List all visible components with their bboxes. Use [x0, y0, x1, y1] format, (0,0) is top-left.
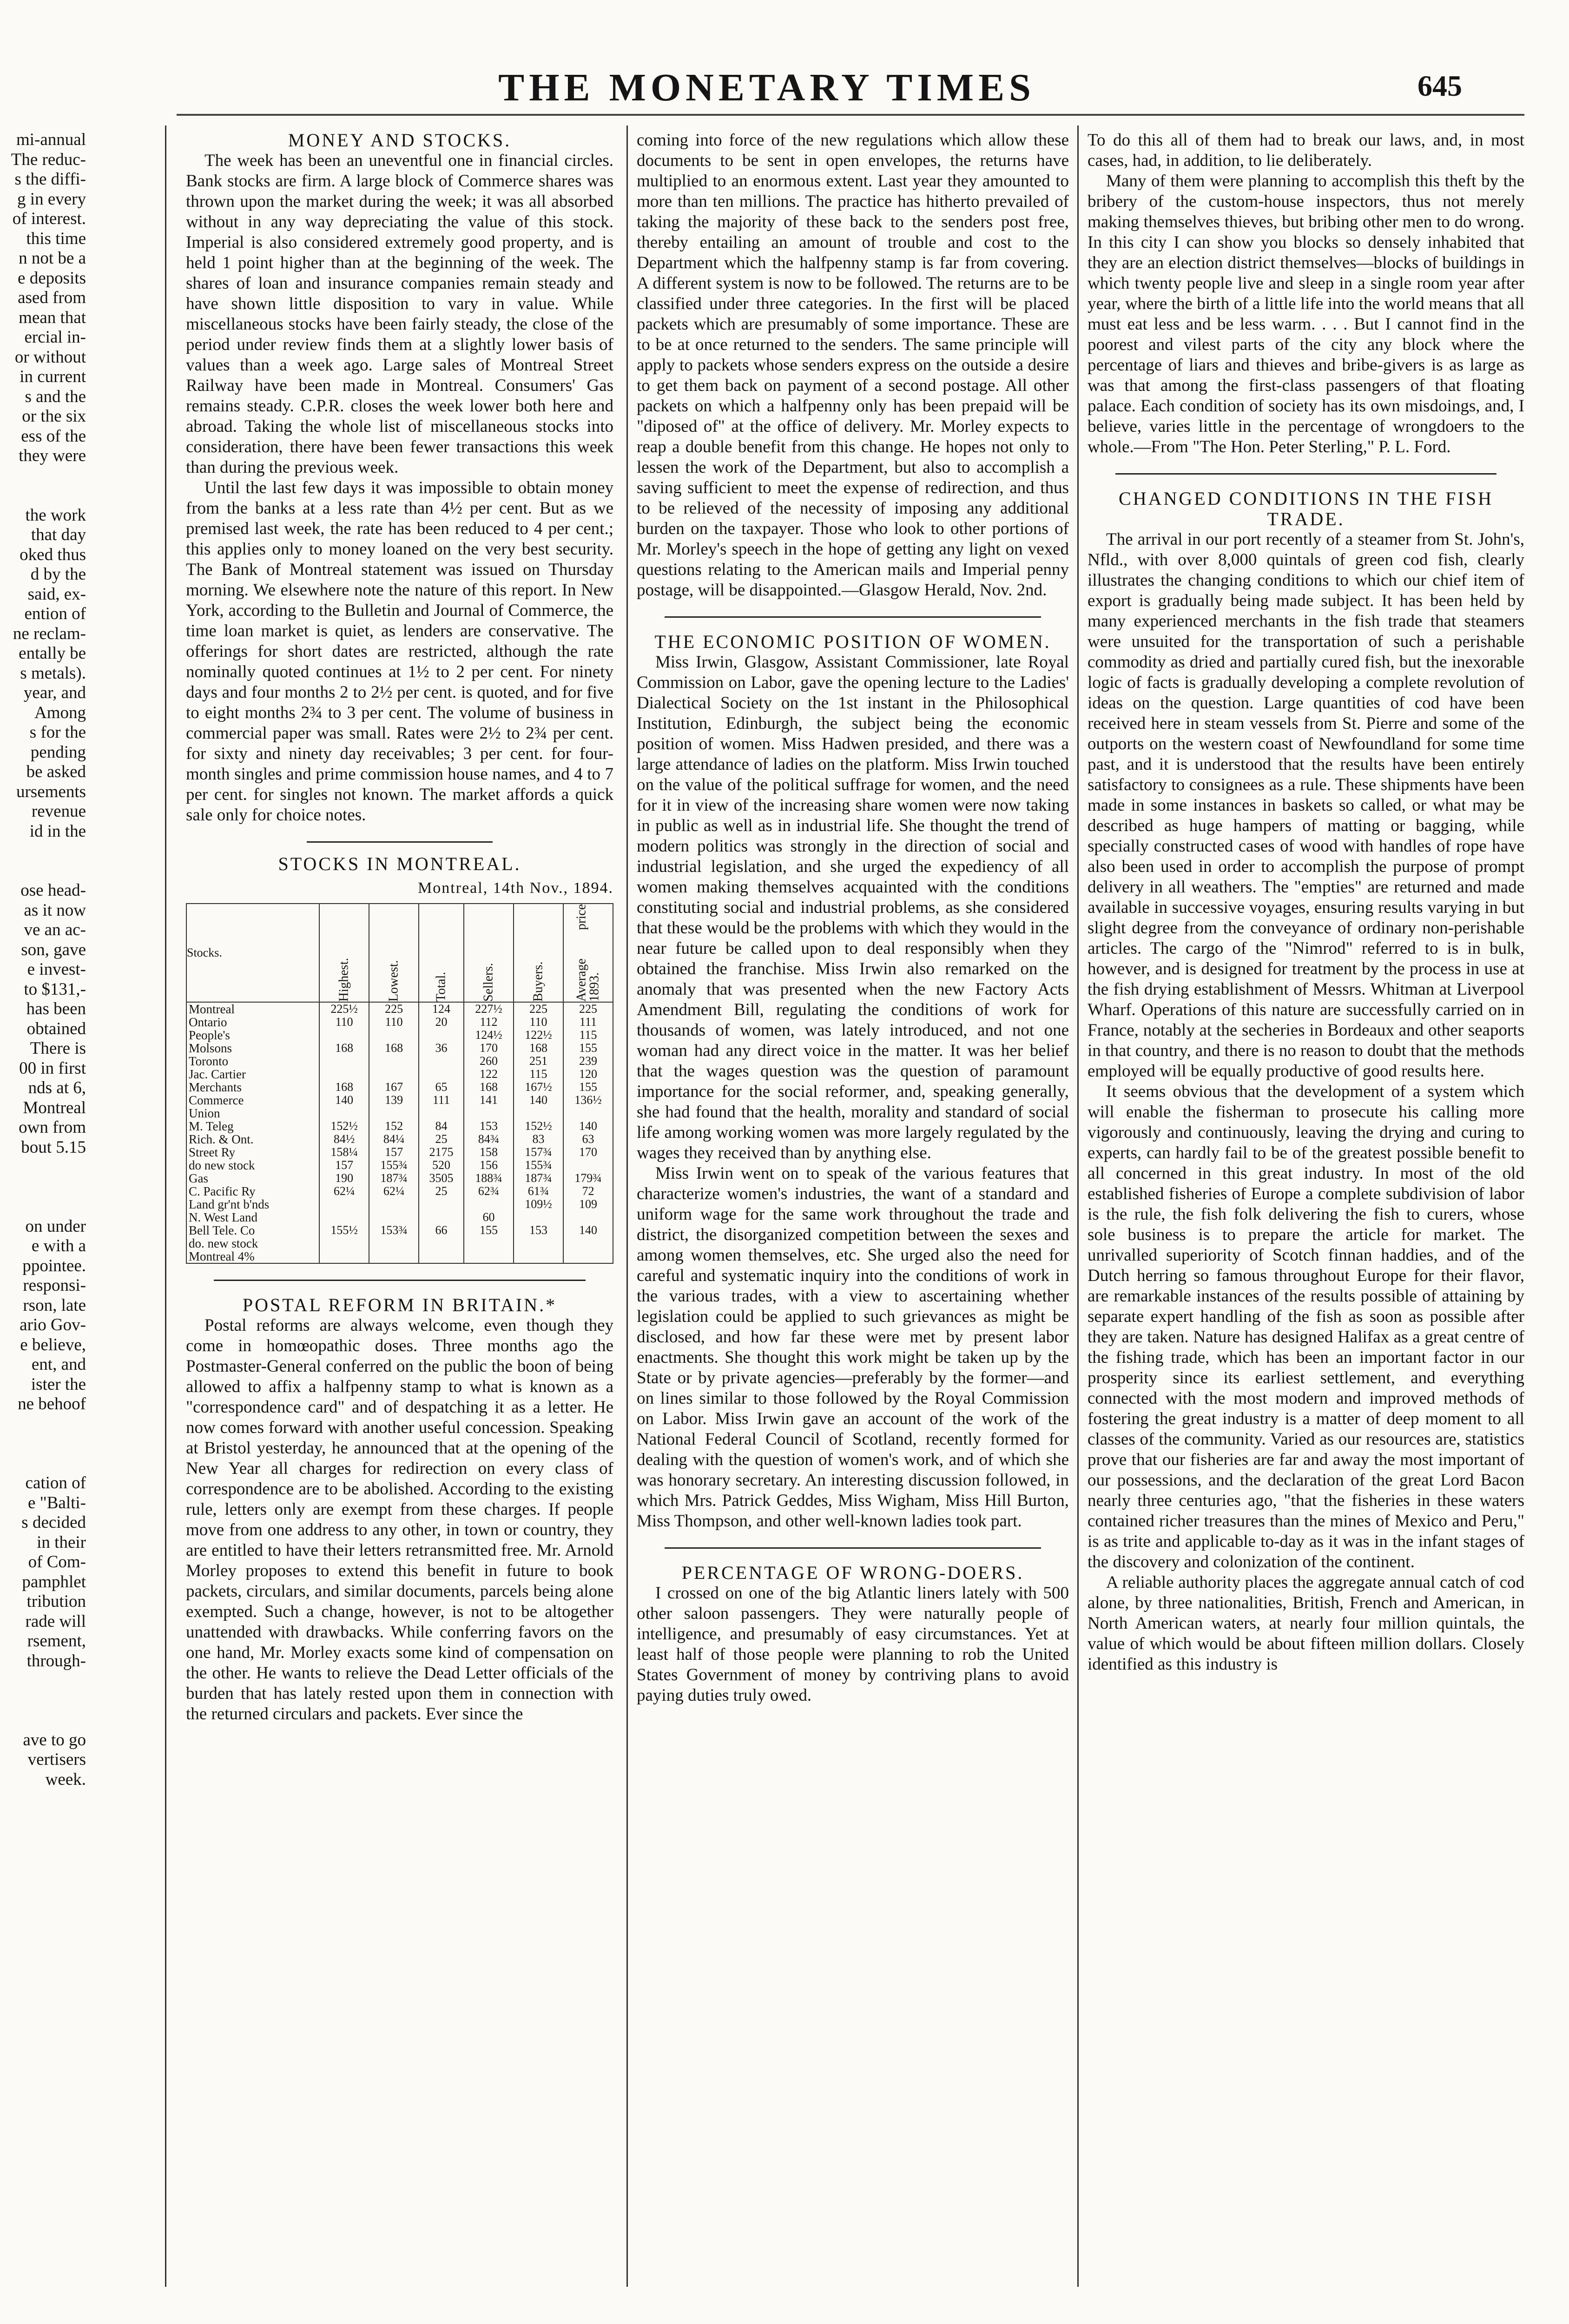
stock-value [319, 1068, 369, 1081]
margin-fragment [0, 486, 86, 506]
margin-fragment: rsement, [27, 1631, 86, 1651]
stock-value: 124½ [464, 1029, 514, 1042]
margin-fragment: entally be [19, 644, 86, 663]
money-paragraph-2: Until the last few days it was impossible to obtain money from the banks at a less rate than 4½ per cent. But as we premised last week, the rate has been reduced to 4 per cent.; this applies only to money loaned on the very best security. The Bank of Montreal statement was issued on Thursday morning. We elsewhere note the nature of this report. In New York, according to the Bulletin and Journal of Commerce, the time loan market is quiet, as lenders are conservative. The offerings for short dates are restricted, although the rate nominally quoted continues at 1½ to 2 per cent. For ninety days and four months 2 to 2½ per cent. is quoted, and for five to eight months 2¾ to 3 per cent. The volume of business in commercial paper was small. Rates were 2½ to 2¾ per cent. for sixty and ninety day receivables; 3 per cent. for four-month singles and prime commission house names, and 4 to 7 per cent. for singles not known. The market affords a quick sale only for choice notes. [186, 478, 613, 825]
margin-fragment: son, gave [21, 940, 86, 959]
margin-fragment [0, 466, 86, 486]
margin-fragment: or without [14, 347, 86, 367]
margin-fragment: own from [19, 1118, 86, 1137]
margin-fragment: obtained [26, 1019, 86, 1038]
stocks-column-header: Total. [419, 904, 464, 1002]
margin-fragment: responsi- [23, 1276, 86, 1295]
stock-value: 84¾ [464, 1133, 514, 1146]
margin-fragment: they were [19, 446, 86, 465]
stocks-row [186, 1250, 613, 1263]
section-rule [665, 1547, 1041, 1549]
stocks-row [186, 1029, 613, 1042]
margin-fragment [0, 1177, 86, 1197]
stock-value: 168 [319, 1081, 369, 1094]
margin-fragment: s for the [29, 723, 86, 742]
stock-value: 168 [369, 1042, 419, 1055]
column-3 [1088, 130, 1524, 1675]
stock-name: M. Teleg [186, 1120, 319, 1133]
margin-fragment: s the diffi- [14, 170, 86, 189]
margin-fragment: mean that [19, 308, 86, 327]
margin-fragment: of interest. [12, 209, 86, 228]
margin-fragment: ario Gov- [20, 1315, 86, 1334]
stock-value [514, 1107, 563, 1120]
margin-fragment [0, 1157, 86, 1177]
masthead-rule [177, 114, 1524, 116]
margin-fragment: e believe, [20, 1335, 86, 1354]
stock-value [319, 1237, 369, 1250]
stock-value: 155¾ [514, 1159, 563, 1172]
stock-value: 25 [419, 1185, 464, 1198]
margin-fragment: in current [20, 367, 86, 386]
stocks-row [186, 1055, 613, 1068]
stock-value: 139 [369, 1094, 419, 1107]
stock-value: 153 [464, 1120, 514, 1133]
stock-value: 153 [514, 1224, 563, 1237]
stocks-table [186, 903, 613, 1264]
stock-value: 140 [563, 1120, 613, 1133]
stock-value: 122 [464, 1068, 514, 1081]
stock-value [369, 1068, 419, 1081]
stock-value: 260 [464, 1055, 514, 1068]
stocks-row [186, 1002, 613, 1016]
postal-reform-heading: POSTAL REFORM IN BRITAIN.* [242, 1294, 557, 1315]
stock-value [464, 1250, 514, 1263]
stock-value: 140 [514, 1094, 563, 1107]
stocks-row [186, 1068, 613, 1081]
stock-value: 157¾ [514, 1146, 563, 1159]
margin-fragment: nds at 6, [28, 1078, 86, 1097]
stock-value: 167½ [514, 1081, 563, 1094]
margin-fragment: s metals). [20, 663, 86, 683]
stock-name: Montreal 4% [186, 1250, 319, 1263]
stocks-row [186, 1185, 613, 1198]
economic-position-heading: THE ECONOMIC POSITION OF WOMEN. [654, 631, 1051, 652]
column-rule-left [165, 125, 166, 2287]
margin-fragment: ister the [31, 1374, 86, 1394]
margin-fragment: in their [37, 1532, 86, 1552]
column-rule-middle [626, 125, 628, 2287]
stock-value: 170 [464, 1042, 514, 1055]
stock-value [369, 1055, 419, 1068]
stock-value [369, 1250, 419, 1263]
stock-value: 25 [419, 1133, 464, 1146]
margin-fragment: pamphlet [22, 1572, 86, 1591]
stocks-row [186, 1016, 613, 1029]
stock-value: 152½ [514, 1120, 563, 1133]
stock-name: Jac. Cartier [186, 1068, 319, 1081]
stock-value: 3505 [419, 1172, 464, 1185]
margin-fragment [0, 1197, 86, 1217]
page-number: 645 [1417, 69, 1462, 102]
stock-value: 170 [563, 1146, 613, 1159]
margin-fragment: e "Balti- [27, 1493, 86, 1512]
stocks-row [186, 1198, 613, 1211]
stock-value [319, 1107, 369, 1120]
margin-fragment: g in every [17, 189, 86, 209]
margin-fragment: rade will [25, 1611, 86, 1631]
women-paragraph-2: Miss Irwin went on to speak of the various features that characterize women's industries, the want of a standard and uniform wage for the same work throughout the trade and district, the disorganized competition between the sexes and among women themselves, etc. She urged also the need for careful and systematic inquiry into the conditions of work in the various trades, with a view to ascertaining whether legislation could be applied to such grievances as might be disclosed, and how far these were met by present labor enactments. She thought this work might be taken up by the State or by private agencies—preferably by the former—and on lines similar to those followed by the Royal Commission on Labor. Miss Irwin gave an account of the work of the National Federal Council of Scotland, recently formed for dealing with the question of women's work, and of which she was honorary secretary. An interesting discussion followed, in which Mrs. Patrick Geddes, Miss Wigham, Miss Hill Burton, Miss Thompson, and other well-known ladies took part. [637, 1164, 1069, 1531]
stocks-row [186, 1237, 613, 1250]
previous-page-margin-fragments [0, 130, 86, 1789]
stock-name: Street Ry [186, 1146, 319, 1159]
stock-value: 111 [419, 1094, 464, 1107]
margin-fragment: ursements [16, 782, 86, 801]
margin-fragment: ne reclam- [13, 624, 86, 643]
stock-value [563, 1159, 613, 1172]
stock-value: 168 [514, 1042, 563, 1055]
fish-paragraph-2: It seems obvious that the development of a system which will enable the fisherman to prosecute his calling more vigorously and continuously, leaving the drying and curing to experts, can hardly fail to be of the greatest possible benefit to all concerned in this great industry. In most of the old established fisheries of Europe a complete subdivision of labor is the rule, the fish folk delivering the fish to curers, whose sole business is to prepare the article for market. The unrivalled superiority of Scotch finnan haddies, and of the Dutch herring so famous throughout Europe for their flavor, are remarkable instances of the results possible of attaining by separate expert handling of the fish as soon as possible after they are taken. Nature has designed Halifax as a great centre of the fishing trade, which has been an important factor in our prosperity since its earliest settlement, and everything connected with the most modern and improved methods of fostering the great industry is a matter of deep moment to all classes of the community. Varied as our resources are, statistics prove that our fisheries are far and away the most important of our possessions, and the declaration of the great Lord Bacon nearly three centuries ago, "that the fisheries in these waters contained richer treasures than the mines of Mexico and Peru," is as trite and applicable to-day as it was in the infant stages of the discovery and colonization of the continent. [1088, 1082, 1524, 1571]
stock-value: 120 [563, 1068, 613, 1081]
margin-fragment: e with a [31, 1236, 86, 1255]
margin-fragment [0, 841, 86, 861]
margin-fragment: ppointee. [22, 1256, 86, 1275]
stock-value: 112 [464, 1016, 514, 1029]
margin-fragment: id in the [29, 821, 86, 841]
stock-name: C. Pacific Ry [186, 1185, 319, 1198]
stock-value [419, 1198, 464, 1211]
margin-fragment: There is [30, 1039, 86, 1058]
stock-value [369, 1198, 419, 1211]
stocks-row [186, 1211, 613, 1224]
fish-trade-heading: CHANGED CONDITIONS IN THE FISH TRADE. [1119, 488, 1493, 529]
margin-fragment: ased from [18, 288, 86, 307]
stock-value [419, 1055, 464, 1068]
margin-fragment [0, 1710, 86, 1730]
stock-name: Land gr'nt b'nds [186, 1198, 319, 1211]
stock-value: 168 [464, 1081, 514, 1094]
margin-fragment: or the six [22, 407, 86, 426]
stock-value: 66 [419, 1224, 464, 1237]
stock-value: 140 [319, 1094, 369, 1107]
margin-fragment: ention of [24, 604, 86, 623]
stock-value: 190 [319, 1172, 369, 1185]
stock-value: 62¾ [464, 1185, 514, 1198]
wrong-doers-paragraph-3: Many of them were planning to accomplish this theft by the bribery of the custom-house inspectors, thus not merely making themselves thieves, but bribing other men to do wrong. In this city I can show you blocks so densely inhabited that they are an election district themselves—blocks of buildings in which twenty people live and sleep in a single room year after year, where the birth of a little life into the world means that all must eat less and be less warm. . . . But I cannot find in the poorest and vilest parts of the city any block where the percentage of liars and thieves and bribe-givers is as large as was that among the first-class passengers of that floating palace. Each condition of society has its own misdoings, and, I believe, varies little in the percentage of wrongdoers to the whole.—From "The Hon. Peter Sterling," P. L. Ford. [1088, 172, 1524, 456]
stock-value: 152½ [319, 1120, 369, 1133]
money-and-stocks-heading: MONEY AND STOCKS. [288, 130, 512, 151]
stock-value: 20 [419, 1016, 464, 1029]
stock-value: 62¼ [369, 1185, 419, 1198]
margin-fragment: s and the [25, 387, 86, 406]
margin-fragment: that day [31, 525, 86, 544]
stock-name: Montreal [186, 1002, 319, 1016]
margin-fragment: on under [25, 1216, 86, 1236]
margin-fragment [0, 861, 86, 881]
stock-value [419, 1237, 464, 1250]
stock-value [369, 1237, 419, 1250]
stock-value: 152 [369, 1120, 419, 1133]
section-rule [1115, 473, 1496, 475]
wrong-doers-paragraph-2: To do this all of them had to break our laws, and, in most cases, had, in addition, to lie deliberately. [1088, 131, 1524, 170]
stock-value [464, 1107, 514, 1120]
stock-value: 251 [514, 1055, 563, 1068]
stock-value: 110 [369, 1016, 419, 1029]
margin-fragment: rson, late [23, 1295, 86, 1315]
fish-paragraph-3: A reliable authority places the aggregate annual catch of cod alone, by three nationalities, British, French and American, in North American waters, at nearly four million quintals, the value of which would be about fifteen million dollars. Closely identified as this industry is [1088, 1573, 1524, 1674]
stocks-dateline: Montreal, 14th Nov., 1894. [418, 879, 613, 897]
stocks-row [186, 1133, 613, 1146]
margin-fragment: through- [26, 1651, 86, 1670]
margin-fragment: ose head- [20, 881, 86, 900]
margin-fragment: ess of the [21, 426, 86, 446]
stock-value [319, 1211, 369, 1224]
stock-value: 188¾ [464, 1172, 514, 1185]
stocks-row [186, 1107, 613, 1120]
stock-value: 179¾ [563, 1172, 613, 1185]
stock-value: 141 [464, 1094, 514, 1107]
stock-value: 153¾ [369, 1224, 419, 1237]
stock-value: 60 [464, 1211, 514, 1224]
stock-name: Union [186, 1107, 319, 1120]
stock-value [319, 1029, 369, 1042]
stock-value [514, 1237, 563, 1250]
stock-value [514, 1250, 563, 1263]
stock-name: Commerce [186, 1094, 319, 1107]
stock-value: 225½ [319, 1002, 369, 1016]
stocks-row [186, 1094, 613, 1107]
stock-value [464, 1237, 514, 1250]
margin-fragment [0, 1414, 86, 1434]
postal-paragraph-2: coming into force of the new regulations which allow these documents to be sent in open envelopes, the returns have multiplied to an enormous extent. Last year they amounted to more than ten millions. The practice has hitherto prevailed of taking the majority of these back to the senders post free, thereby entailing an amount of trouble and cost to the Department which the halfpenny stamp is far from covering. A different system is now to be followed. The returns are to be classified under three categories. In the first will be placed packets which are presumably of some importance. These are to be at once returned to the senders. The same principle will apply to packets whose senders express on the outside a desire to get them back on payment of a second postage. All other packets on which a halfpenny only has been prepaid will be "diposed of" at the office of delivery. Mr. Morley expects to reap a double benefit from this change. He hopes not only to lessen the work of the Department, but also to accomplish a saving sufficient to meet the expense of redirection, and thus to be relieved of the necessity of imposing any additional burden on the taxpayer. Those who look to other portions of Mr. Morley's speech in the hope of getting any light on vexed questions relating to the American mails and Imperial penny postage, will be disappointed.—Glasgow Herald, Nov. 2nd. [637, 131, 1069, 600]
stock-value: 157 [369, 1146, 419, 1159]
margin-fragment: vertisers [27, 1750, 86, 1769]
margin-fragment: week. [45, 1769, 86, 1789]
stock-value: 227½ [464, 1002, 514, 1016]
postal-paragraph-1: Postal reforms are always welcome, even though they come in homœopathic doses. Three months ago the Postmaster-General conferred on the public the boon of being allowed to affix a halfpenny stamp to what is known as a "correspondence card" and of despatching it as a letter. He now comes forward with another useful concession. Speaking at Bristol yesterday, he announced that at the opening of the New Year all charges for redirection on every class of correspondence are to be abolished. According to the existing rule, letters only are exempt from these charges. If people move from one address to any other, in town or country, they are entitled to have their letters retransmitted free. Mr. Arnold Morley proposes to extend this benefit in future to book packets, circulars, and similar documents, parcels being alone exempted. Such a change, however, is not to be altogether unattended with drawbacks. While conferring favors on the one hand, Mr. Morley exacts some kind of compensation on the other. He wants to relieve the Dead Letter officials of the burden that has lately rested upon them in connection with the returned circulars and packets. Ever since the [186, 1316, 613, 1723]
stock-value [419, 1250, 464, 1263]
stock-value [319, 1250, 369, 1263]
stock-value: 84½ [319, 1133, 369, 1146]
stock-value: 155¾ [369, 1159, 419, 1172]
stock-value: 72 [563, 1185, 613, 1198]
margin-fragment: as it now [24, 900, 86, 920]
stock-value [419, 1211, 464, 1224]
stock-value: 187¾ [514, 1172, 563, 1185]
stock-name: Molsons [186, 1042, 319, 1055]
stock-value: 167 [369, 1081, 419, 1094]
stock-name: do. new stock [186, 1237, 319, 1250]
margin-fragment [0, 1691, 86, 1711]
stock-value: 156 [464, 1159, 514, 1172]
fish-paragraph-1: The arrival in our port recently of a steamer from St. John's, Nfld., with over 8,000 quintals of green cod fish, clearly illustrates the changing conditions to which our chief item of export is gradually being made subject. It has been held by many experienced merchants in the fish trade that steamers were unsuited for the transportation of such a perishable commodity as dried and partially cured fish, but the inexorable logic of facts is gradually developing a complete revolution of ideas on the question. Large quantities of cod have been received here in steam vessels from St. Pierre and some of the outports on the western coast of Newfoundland for some time past, and it is understood that the results have been entirely satisfactory to consignees as a rule. These shipments have been made in some instances in baskets so called, or what may be described as huge hampers of matting or bagging, while specially constructed cases of wood with handles of rope have also been used in order to accomplish the purpose of prompt delivery in all weathers. The "empties" are returned and made available in successive voyages, ensuring results varying in but slight degree from the conveyance of ordinary non-perishable articles. The cargo of the "Nimrod" referred to is in bulk, however, and is designed for treatment by the process in use at the fish drying establishment of Messrs. Whitman at Liverpool Wharf. Operations of this nature are successfully carried on in France, notably at the secheries in Bordeaux and other seaports in that country, and there is no reason to doubt that the methods employed will be equally productive of good results here. [1088, 530, 1524, 1081]
stock-value: 110 [514, 1016, 563, 1029]
stock-value: 187¾ [369, 1172, 419, 1185]
stock-name: Gas [186, 1172, 319, 1185]
margin-fragment: said, ex- [27, 584, 86, 604]
stocks-column-header: Average price 1893. [563, 904, 613, 1002]
margin-fragment: s decided [21, 1513, 86, 1532]
margin-fragment: n not be a [19, 249, 86, 268]
money-paragraph-1: The week has been an uneventful one in financial circles. Bank stocks are firm. A large block of Commerce shares was thrown upon the market during the week; it was all absorbed without in any way depreciating the value of this stock. Imperial is also considered extremely good property, and is held 1 point higher than at the beginning of the week. The shares of loan and insurance companies remain steady and have shown little disposition to vary in value. While miscellaneous stocks have been fairly steady, the close of the period under review finds them at a slightly lower basis of values than a week ago. Large sales of Montreal Street Railway have been made in Montreal. Consumers' Gas remains steady. C.P.R. closes the week lower both here and abroad. Taking the whole list of miscellaneous stocks into consideration, there have been fewer transactions this week than during the previous week. [186, 151, 613, 477]
stock-value [319, 1198, 369, 1211]
stock-value: 2175 [419, 1146, 464, 1159]
women-paragraph-1: Miss Irwin, Glasgow, Assistant Commissioner, late Royal Commission on Labor, gave the opening lecture to the Ladies' Dialectical Society on the 1st instant in the Philosophical Institution, Edinburgh, the subject being the economic position of women. Miss Hadwen presided, and there was a large attendance of ladies on the platform. Miss Irwin touched on the value of the political suffrage for women, and the need for it in view of the increasing share women were now taking in public as well as in industrial life. She thought the trend of modern politics was strongly in the direction of social and industrial legislation, and she urged the expediency of all women making themselves acquainted with the conditions constituting social and industrial problems, as she considered that these would be the problems with which they would in the near future be called upon to deal responsibly when they obtained the franchise. Miss Irwin also remarked on the anomaly that was presented when the new Factory Acts Amendment Bill, regulating the conditions of work for thousands of women, was lately introduced, and not one woman had any direct voice in the matter. It was her belief that the wages question was the question of paramount importance for the social reformer, and, speaking generally, she had found that the health, morality and standard of social life among working women was more largely regulated by the wages they received than by anything else. [637, 653, 1069, 1162]
stocks-column-header: Lowest. [369, 904, 419, 1002]
stock-value [419, 1029, 464, 1042]
margin-fragment: of Com- [28, 1552, 86, 1571]
stock-value: 122½ [514, 1029, 563, 1042]
margin-fragment: ne behoof [18, 1394, 86, 1413]
stocks-row [186, 1224, 613, 1237]
stock-value: 63 [563, 1133, 613, 1146]
stock-value [563, 1250, 613, 1263]
margin-fragment: pending [30, 742, 86, 762]
stocks-row [186, 1120, 613, 1133]
stock-value: 168 [319, 1042, 369, 1055]
stocks-row [186, 1159, 613, 1172]
stock-value: 115 [514, 1068, 563, 1081]
stocks-row [186, 1042, 613, 1055]
stock-value [419, 1107, 464, 1120]
margin-fragment: ent, and [31, 1355, 86, 1374]
stock-name: People's [186, 1029, 319, 1042]
stock-name: Bell Tele. Co [186, 1224, 319, 1237]
wrong-doers-paragraph-1: I crossed on one of the big Atlantic liners lately with 500 other saloon passengers. They were naturally people of intelligence, and presumably of easy circumstances. Yet at least half of those people were planning to rob the United States Government of money by contriving plans to avoid paying duties truly owed. [637, 1584, 1069, 1705]
stock-value [369, 1029, 419, 1042]
stock-value: 62¼ [319, 1185, 369, 1198]
stock-value [563, 1211, 613, 1224]
stock-value: 225 [514, 1002, 563, 1016]
stock-value: 225 [369, 1002, 419, 1016]
stock-value: 83 [514, 1133, 563, 1146]
stock-value: 110 [319, 1016, 369, 1029]
margin-fragment: d by the [30, 565, 86, 584]
stock-value [369, 1107, 419, 1120]
margin-fragment: bout 5.15 [21, 1137, 86, 1157]
stock-name: Ontario [186, 1016, 319, 1029]
stocks-column-header: Highest. [319, 904, 369, 1002]
column-2 [637, 130, 1069, 1706]
stock-value: 155½ [319, 1224, 369, 1237]
stock-value [369, 1211, 419, 1224]
margin-fragment: cation of [25, 1473, 86, 1492]
stocks-row [186, 1081, 613, 1094]
stock-value: 61¾ [514, 1185, 563, 1198]
stock-value [563, 1237, 613, 1250]
stock-value: 84 [419, 1120, 464, 1133]
stock-value: 155 [563, 1042, 613, 1055]
stock-value: 111 [563, 1016, 613, 1029]
margin-fragment: ve an ac- [24, 920, 86, 939]
column-1 [186, 130, 613, 1724]
stock-name: Rich. & Ont. [186, 1133, 319, 1146]
stocks-column-header: Sellers. [464, 904, 514, 1002]
stock-value: 158¼ [319, 1146, 369, 1159]
stocks-column-header: Buyers. [514, 904, 563, 1002]
stock-value: 84¼ [369, 1133, 419, 1146]
stocks-column-header: Stocks. [186, 904, 319, 1002]
stock-value: 520 [419, 1159, 464, 1172]
stock-name: Toronto [186, 1055, 319, 1068]
stock-value: 157 [319, 1159, 369, 1172]
margin-fragment: 00 in first [19, 1058, 86, 1078]
margin-fragment [0, 1434, 86, 1454]
stock-value: 109½ [514, 1198, 563, 1211]
margin-fragment: the work [25, 505, 86, 525]
stock-value: 36 [419, 1042, 464, 1055]
margin-fragment: to $131,- [24, 979, 86, 999]
margin-fragment: revenue [31, 802, 86, 821]
stock-name: Merchants [186, 1081, 319, 1094]
stock-value [319, 1055, 369, 1068]
margin-fragment [0, 1454, 86, 1474]
margin-fragment: ercial in- [24, 328, 86, 347]
margin-fragment: be asked [26, 762, 86, 781]
stock-value [563, 1107, 613, 1120]
stock-name: N. West Land [186, 1211, 319, 1224]
margin-fragment: e invest- [27, 960, 86, 979]
section-rule [307, 841, 493, 843]
stock-value: 115 [563, 1029, 613, 1042]
margin-fragment [0, 1671, 86, 1691]
section-rule [214, 1280, 586, 1281]
margin-fragment: ave to go [23, 1730, 86, 1750]
margin-fragment: oked thus [20, 545, 86, 564]
margin-fragment: Montreal [23, 1098, 86, 1117]
stock-value: 239 [563, 1055, 613, 1068]
stock-value [464, 1198, 514, 1211]
margin-fragment: has been [26, 999, 86, 1018]
stock-value: 109 [563, 1198, 613, 1211]
stock-value: 155 [464, 1224, 514, 1237]
section-rule [665, 616, 1041, 618]
margin-fragment: tribution [26, 1592, 86, 1611]
stocks-in-montreal-heading: STOCKS IN MONTREAL. [278, 853, 521, 874]
stock-value: 225 [563, 1002, 613, 1016]
stock-value: 140 [563, 1224, 613, 1237]
stock-value: 124 [419, 1002, 464, 1016]
stocks-row [186, 1172, 613, 1185]
margin-fragment: Among [34, 703, 86, 722]
margin-fragment: mi-annual [16, 130, 86, 149]
margin-fragment: The reduc- [11, 150, 86, 169]
stock-value [419, 1068, 464, 1081]
stock-value [514, 1211, 563, 1224]
stock-value: 65 [419, 1081, 464, 1094]
margin-fragment: e deposits [18, 268, 86, 288]
stock-value: 155 [563, 1081, 613, 1094]
stock-value: 136½ [563, 1094, 613, 1107]
stock-value: 158 [464, 1146, 514, 1159]
masthead: THE MONETARY TIMES [498, 66, 1035, 109]
stocks-row [186, 1146, 613, 1159]
margin-fragment: year, and [23, 683, 86, 702]
wrong-doers-heading: PERCENTAGE OF WRONG-DOERS. [681, 1562, 1024, 1583]
column-rule-right [1077, 125, 1079, 2287]
margin-fragment: this time [26, 229, 86, 248]
stock-name: do new stock [186, 1159, 319, 1172]
